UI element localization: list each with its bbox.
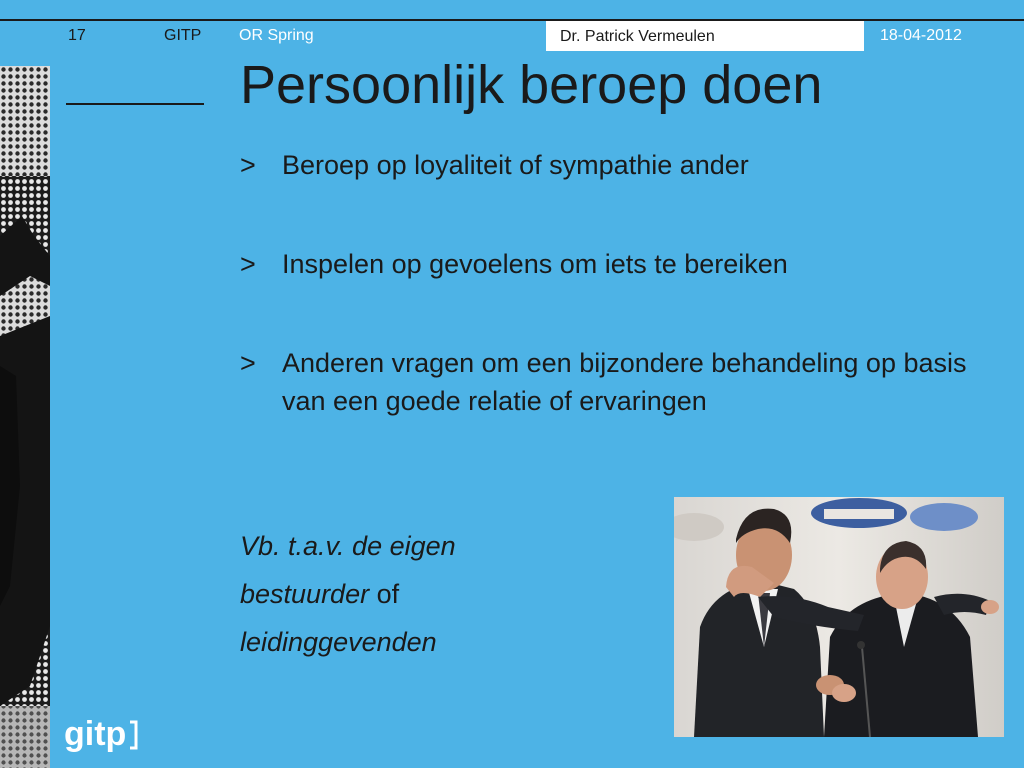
- slide-date: 18-04-2012: [880, 27, 962, 44]
- gitp-logo: [64, 712, 140, 761]
- bullet-marker: >: [240, 249, 256, 279]
- example-line-3: leidinggevenden: [240, 627, 437, 657]
- presenter-name: Dr. Patrick Vermeulen: [560, 28, 715, 45]
- slide-title: Persoonlijk beroep doen: [240, 55, 823, 115]
- title-rule: [66, 103, 204, 105]
- slide-number: 17: [68, 27, 86, 44]
- project-label: OR Spring: [239, 27, 314, 44]
- bullet-marker: >: [240, 150, 256, 180]
- embrace-photo: [674, 497, 1004, 737]
- bullet-item: [240, 146, 1010, 184]
- bullet-text: Beroep op loyaliteit of sympathie ander: [282, 150, 749, 180]
- bullet-item: [240, 344, 1010, 420]
- bullet-item: [240, 245, 1010, 283]
- slide-header: [0, 21, 1024, 51]
- example-note: [240, 522, 456, 666]
- bullet-text: Anderen vragen om een bijzondere behandeling op basis van een goede relatie of ervaringen: [282, 348, 967, 416]
- example-line-2-italic: bestuurder: [240, 579, 370, 609]
- halftone-portrait-image: [0, 66, 50, 768]
- svg-text:gitp: gitp: [64, 715, 127, 753]
- presenter-box: [546, 21, 864, 51]
- bullet-list: [240, 146, 1010, 420]
- example-line-2-plain: of: [369, 579, 400, 609]
- organization-label: GITP: [164, 27, 202, 44]
- bullet-text: Inspelen op gevoelens om iets te bereiken: [282, 249, 788, 279]
- example-line-1: Vb. t.a.v. de eigen: [240, 531, 456, 561]
- bullet-marker: >: [240, 348, 256, 378]
